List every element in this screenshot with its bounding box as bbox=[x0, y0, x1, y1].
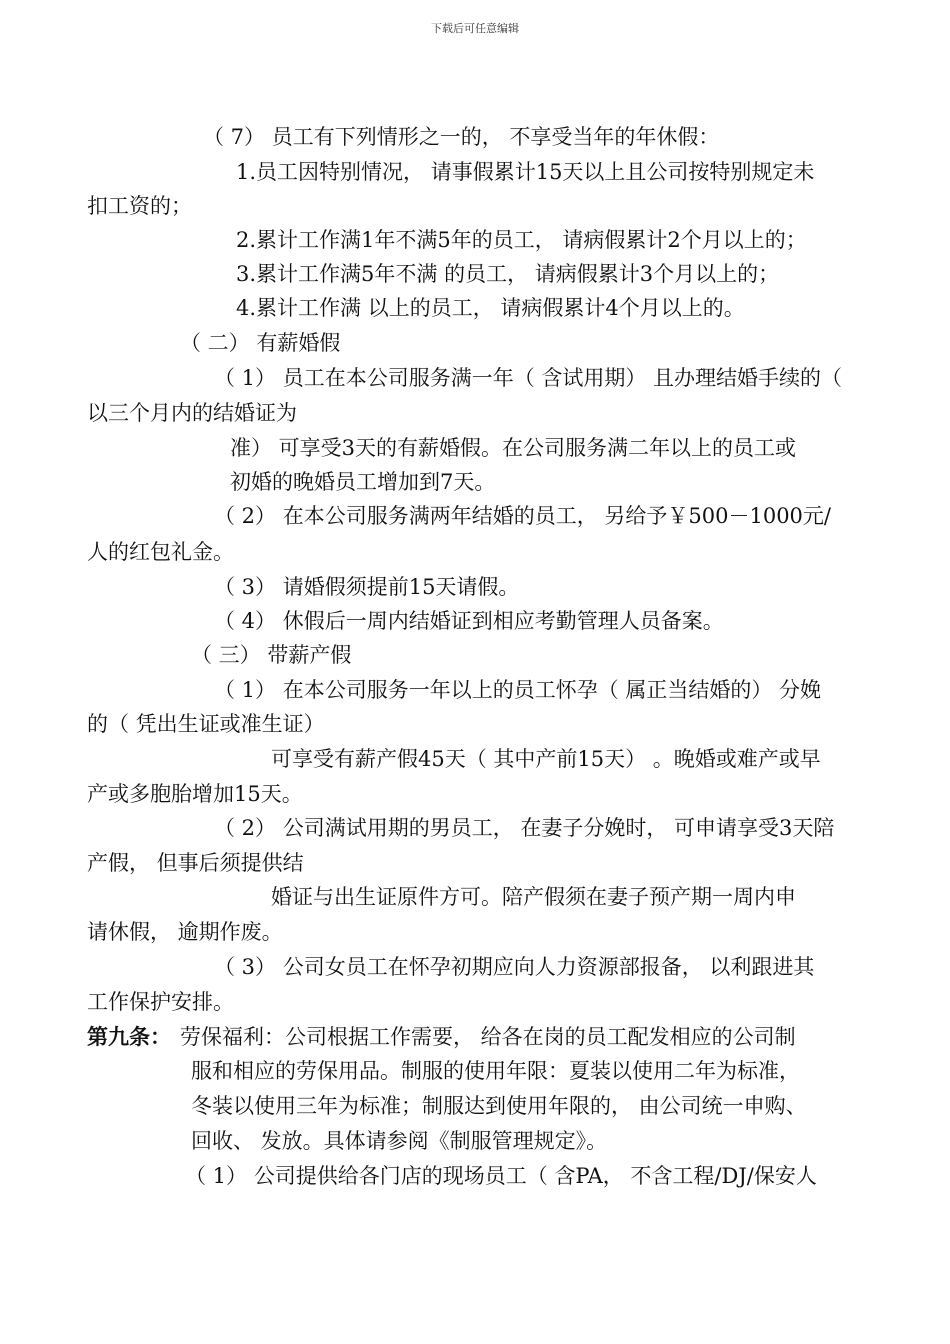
article-9-cont: 服和相应的劳保用品。制服的使用年限：夏装以使用二年为标准， bbox=[191, 1059, 800, 1083]
article-9-text: 劳保福利：公司根据工作需要， 给各在岗的员工配发相应的公司制 bbox=[180, 1025, 796, 1049]
marriage-item-2: （ 2） 在本公司服务满两年结婚的员工， 另给予￥500－1000元/ bbox=[214, 504, 831, 528]
maternity-item-3-cont: 工作保护安排。 bbox=[87, 990, 234, 1014]
maternity-item-2-cont3: 请休假， 逾期作废。 bbox=[87, 920, 283, 944]
list-item-3: 3.累计工作满5年不满 的员工， 请病假累计3个月以上的； bbox=[236, 262, 780, 286]
marriage-item-1-cont3: 初婚的晚婚员工增加到7天。 bbox=[230, 470, 496, 494]
marriage-item-1-cont: 以三个月内的结婚证为 bbox=[87, 401, 297, 425]
maternity-item-1-cont3: 产或多胞胎增加15天。 bbox=[87, 782, 303, 806]
maternity-item-2: （ 2） 公司满试用期的男员工， 在妻子分娩时， 可申请享受3天陪 bbox=[214, 816, 835, 840]
marriage-item-1-cont2: 准） 可享受3天的有薪婚假。在公司服务满二年以上的员工或 bbox=[230, 436, 797, 460]
maternity-item-1-cont: 的（ 凭出生证或准生证） bbox=[87, 712, 325, 736]
maternity-item-2-cont2: 婚证与出生证原件方可。陪产假须在妻子预产期一周内申 bbox=[271, 885, 796, 909]
section-maternity-leave: （ 三） 带薪产假 bbox=[191, 643, 352, 667]
list-item-4: 4.累计工作满 以上的员工， 请病假累计4个月以上的。 bbox=[236, 296, 745, 320]
maternity-item-3: （ 3） 公司女员工在怀孕初期应向人力资源部报备， 以利跟进其 bbox=[214, 955, 815, 979]
list-item-1-cont: 扣工资的； bbox=[87, 194, 192, 218]
maternity-item-1: （ 1） 在本公司服务一年以上的员工怀孕（ 属正当结婚的） 分娩 bbox=[214, 678, 822, 702]
marriage-item-2-cont: 人的红包礼金。 bbox=[87, 540, 234, 564]
section-marriage-leave: （ 二） 有薪婚假 bbox=[180, 331, 341, 355]
marriage-item-3: （ 3） 请婚假须提前15天请假。 bbox=[214, 575, 520, 599]
marriage-item-4: （ 4） 休假后一周内结婚证到相应考勤管理人员备案。 bbox=[214, 609, 724, 633]
page-header-note: 下载后可任意编辑 bbox=[431, 22, 519, 35]
list-item-2: 2.累计工作满1年不满5年的员工， 请病假累计2个月以上的； bbox=[236, 228, 807, 252]
marriage-item-1: （ 1） 员工在本公司服务满一年（ 含试用期） 且办理结婚手续的（ bbox=[214, 366, 843, 390]
uniform-item-1: （ 1） 公司提供给各门店的现场员工（ 含PA， 不含工程/DJ/保安人 bbox=[185, 1164, 817, 1188]
clause-7-heading: （ 7） 员工有下列情形之一的， 不享受当年的年休假： bbox=[203, 125, 720, 149]
article-9-label: 第九条： bbox=[87, 1024, 171, 1049]
article-9-cont3: 回收、 发放。具体请参阅《制服管理规定》。 bbox=[191, 1129, 608, 1153]
list-item-1: 1.员工因特别情况， 请事假累计15天以上且公司按特别规定未 bbox=[236, 160, 815, 184]
article-9-cont2: 冬装以使用三年为标准；制服达到使用年限的， 由公司统一申购、 bbox=[191, 1094, 807, 1118]
maternity-item-1-cont2: 可享受有薪产假45天（ 其中产前15天） 。晚婚或难产或早 bbox=[271, 747, 821, 771]
maternity-item-2-cont: 产假， 但事后须提供结 bbox=[87, 851, 304, 875]
